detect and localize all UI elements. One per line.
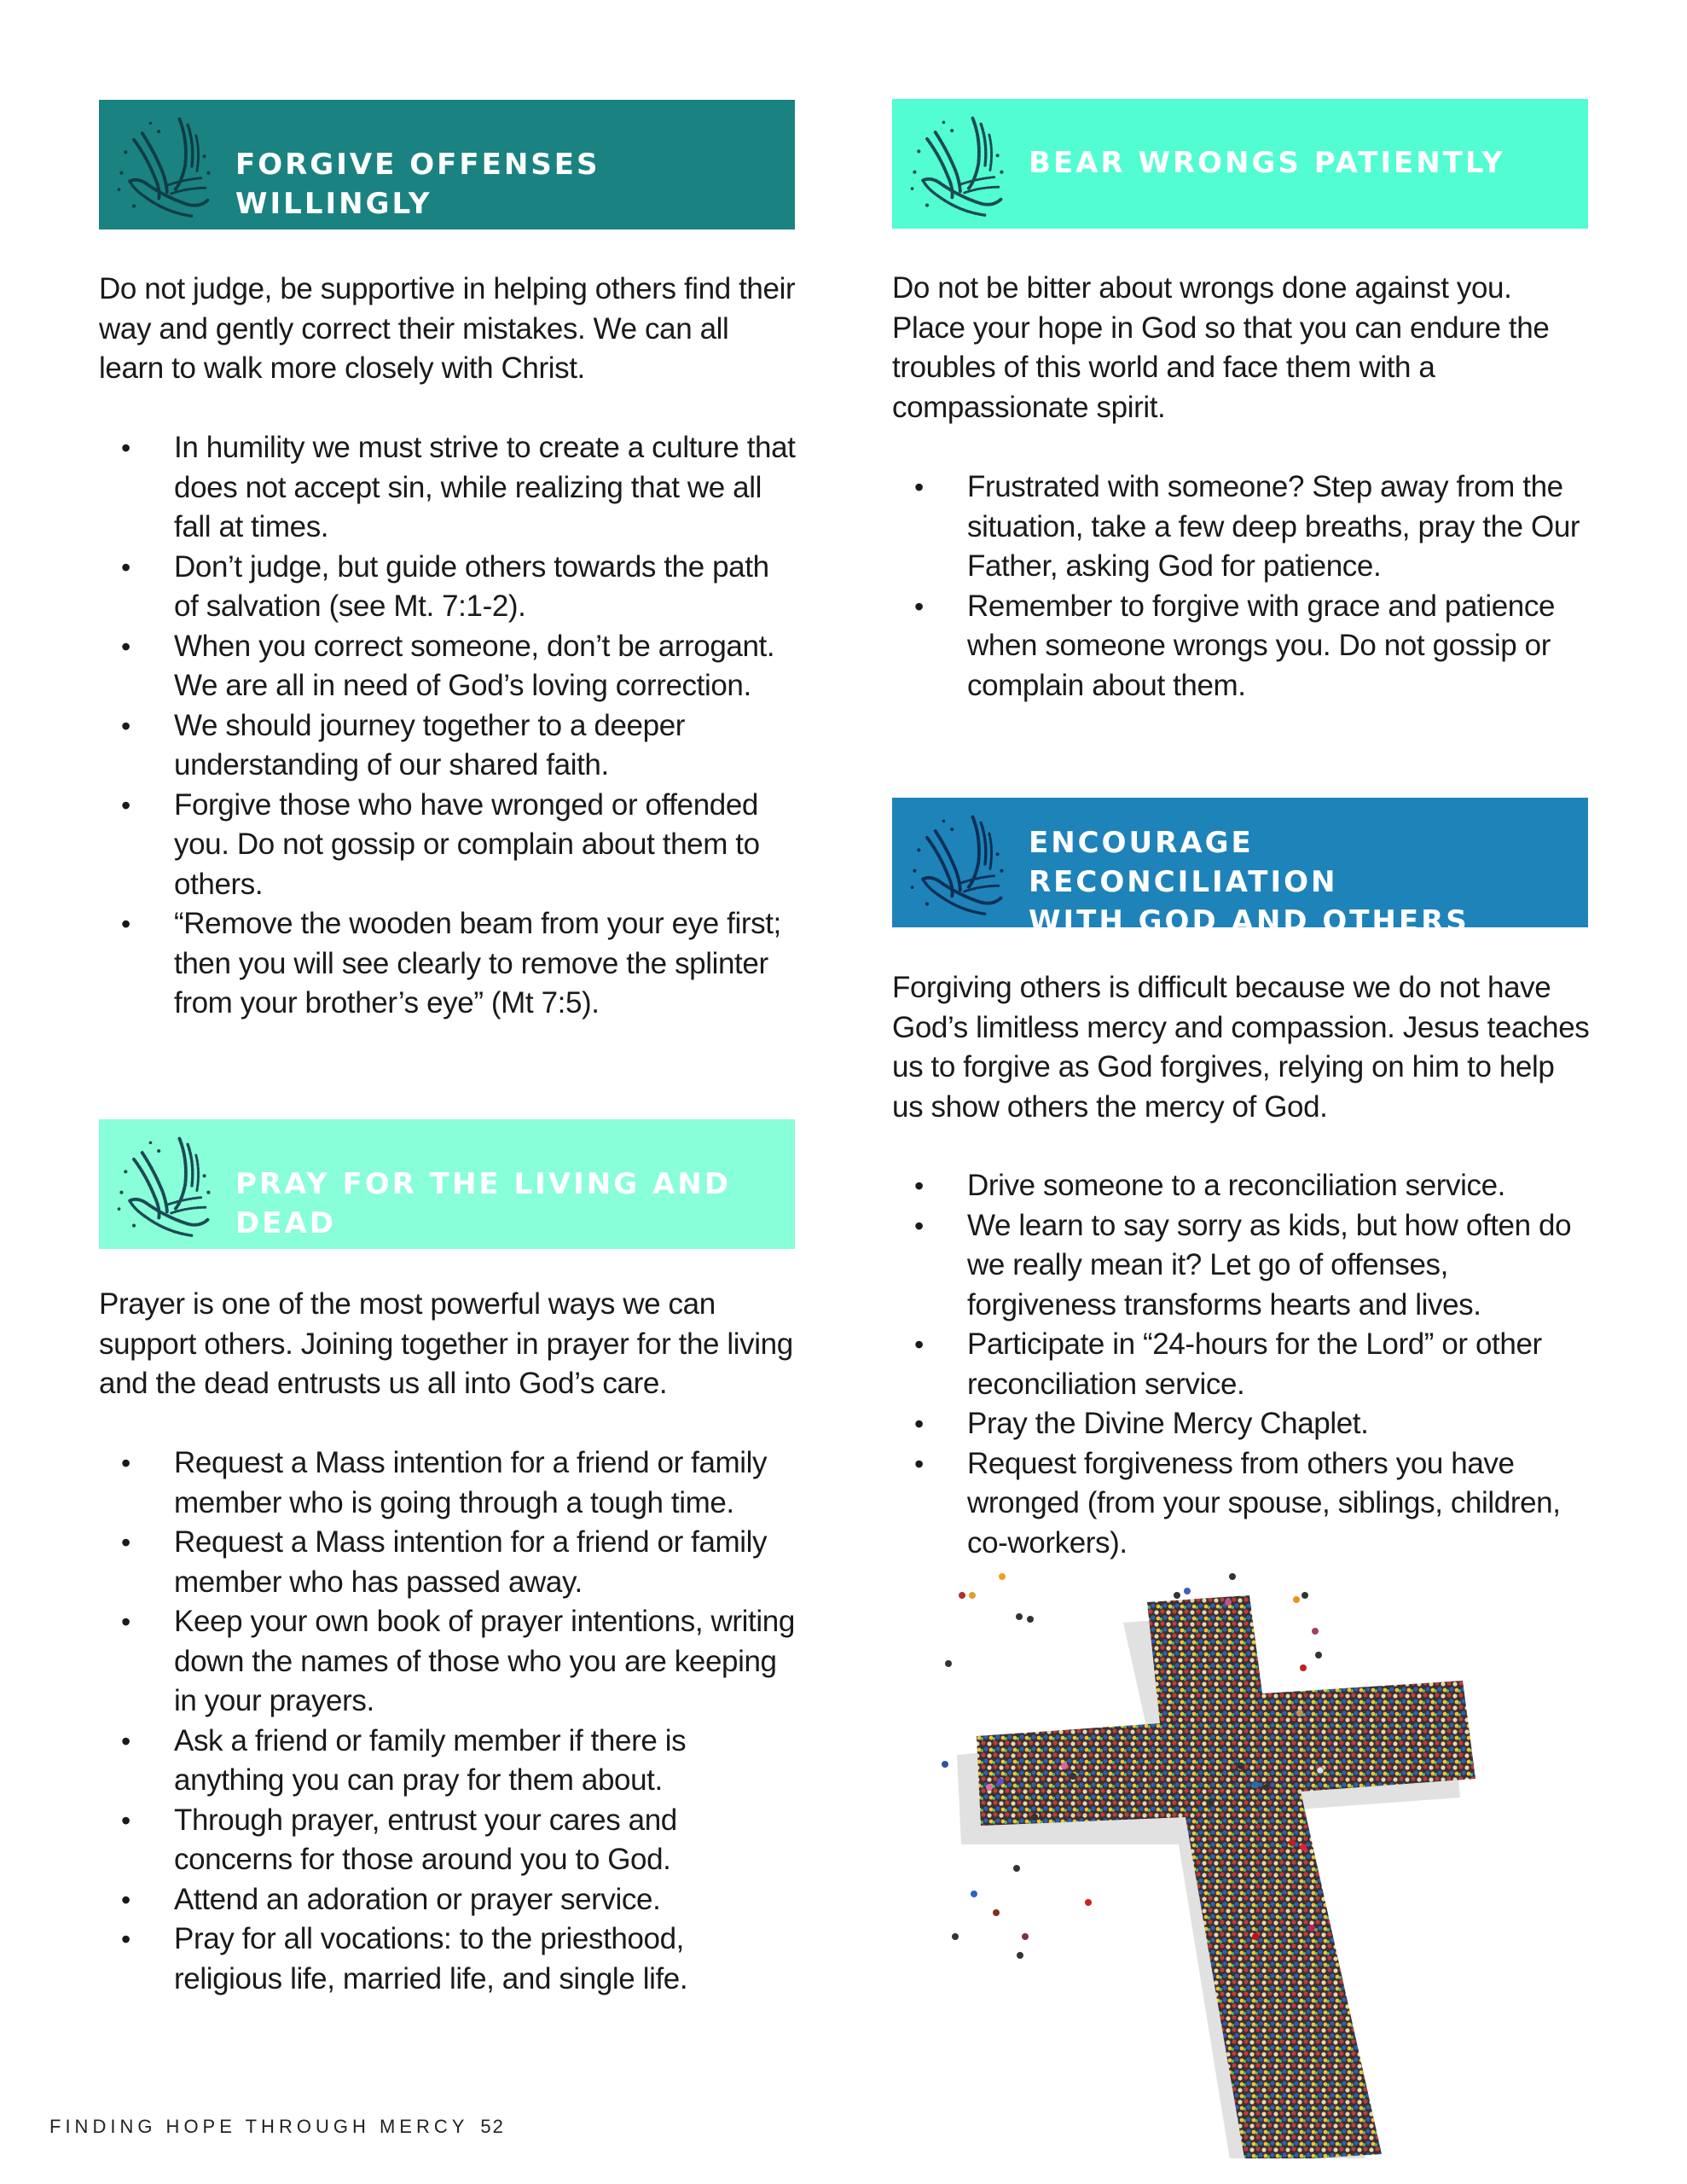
cross-of-people-image <box>921 1561 1603 2158</box>
list-item: • Drive someone to a reconciliation service. <box>892 1166 1591 1206</box>
list-item: • Don’t judge, but guide others towards the path of salvation (see Mt. 7:1-2). <box>99 548 798 627</box>
list-item: • We learn to say sorry as kids, but how often do we really mean it? Let go of offenses, forgiveness transforms hearts and lives. <box>892 1206 1591 1326</box>
dove-icon <box>901 106 1012 222</box>
page-number: 52 <box>480 2116 505 2137</box>
list-item: • Request a Mass intention for a friend or family member who has passed away. <box>99 1523 798 1602</box>
footer-title: FINDING HOPE THROUGH MERCY <box>49 2116 469 2137</box>
list-item: • We should journey together to a deeper understanding of our shared faith. <box>99 706 798 786</box>
page-footer <box>49 2116 505 2138</box>
section-title <box>1029 823 1571 941</box>
bullet-list <box>892 1166 1591 1563</box>
section-title-line: WITH GOD AND OTHERS <box>1029 904 1470 938</box>
bullet-list <box>99 1443 798 1999</box>
section-intro: Forgiving others is difficult because we do not have God’s limitless mercy and compassion. Jesus teaches us to forgive as God forgives, relying on him to help us show others the mercy of God. <box>892 971 1590 1124</box>
section-title-line: ENCOURAGE RECONCILIATION <box>1029 826 1338 899</box>
dove-icon <box>107 107 218 223</box>
section-banner-reconcile <box>892 798 1588 938</box>
section-title: BEAR WRONGS PATIENTLY <box>1029 146 1505 180</box>
list-item: • Remember to forgive with grace and patience when someone wrongs you. Do not gossip or complain about them. <box>892 587 1591 706</box>
list-item: • In humility we must strive to create a culture that does not accept sin, while realizing that we all fall at times. <box>99 428 798 548</box>
list-item: • Participate in “24-hours for the Lord” or other reconciliation service. <box>892 1325 1591 1404</box>
dove-icon <box>901 804 1012 921</box>
list-item: • Attend an adoration or prayer service. <box>99 1880 798 1920</box>
list-item: • “Remove the wooden beam from your eye first; then you will see clearly to remove the splinter from your brother’s eye” (Mt 7:5). <box>99 904 798 1024</box>
section-intro: Do not judge, be supportive in helping others find their way and gently correct their mistakes. We can all learn to walk more closely with Christ. <box>99 272 796 385</box>
list-item: • Request a Mass intention for a friend or family member who is going through a tough time. <box>99 1443 798 1523</box>
bullet-list <box>99 428 798 1024</box>
list-item: • Pray the Divine Mercy Chaplet. <box>892 1404 1591 1444</box>
section-title: FORGIVE OFFENSES WILLINGLY <box>235 148 600 221</box>
list-item: • Frustrated with someone? Step away from the situation, take a few deep breaths, pray the Our Father, asking God for patience. <box>892 468 1591 587</box>
list-item: • Request forgiveness from others you have wronged (from your spouse, siblings, children, co-workers). <box>892 1444 1591 1564</box>
dove-icon <box>107 1126 218 1242</box>
list-item: • Pray for all vocations: to the priesthood, religious life, married life, and single life. <box>99 1920 798 1999</box>
section-title: PRAY FOR THE LIVING AND DEAD <box>235 1167 731 1240</box>
list-item: • Forgive those who have wronged or offended you. Do not gossip or complain about them to others. <box>99 786 798 905</box>
list-item: • Ask a friend or family member if there is anything you can pray for them about. <box>99 1722 798 1801</box>
section-banner-pray <box>99 1119 795 1249</box>
section-intro: Prayer is one of the most powerful ways we can support others. Joining together in prayer for the living and the dead entrusts us all into God’s care. <box>99 1287 793 1400</box>
list-item: • Keep your own book of prayer intentions, writing down the names of those who you are keeping in your prayers. <box>99 1602 798 1722</box>
section-banner-forgive <box>99 100 795 229</box>
section-intro: Do not be bitter about wrongs done against you. Place your hope in God so that you can endure the troubles of this world and face them with a compassionate spirit. <box>892 271 1550 424</box>
section-banner-bear <box>892 99 1588 229</box>
bullet-list <box>892 468 1591 706</box>
list-item: • When you correct someone, don’t be arrogant. We are all in need of God’s loving correction. <box>99 627 798 706</box>
list-item: • Through prayer, entrust your cares and concerns for those around you to God. <box>99 1801 798 1880</box>
